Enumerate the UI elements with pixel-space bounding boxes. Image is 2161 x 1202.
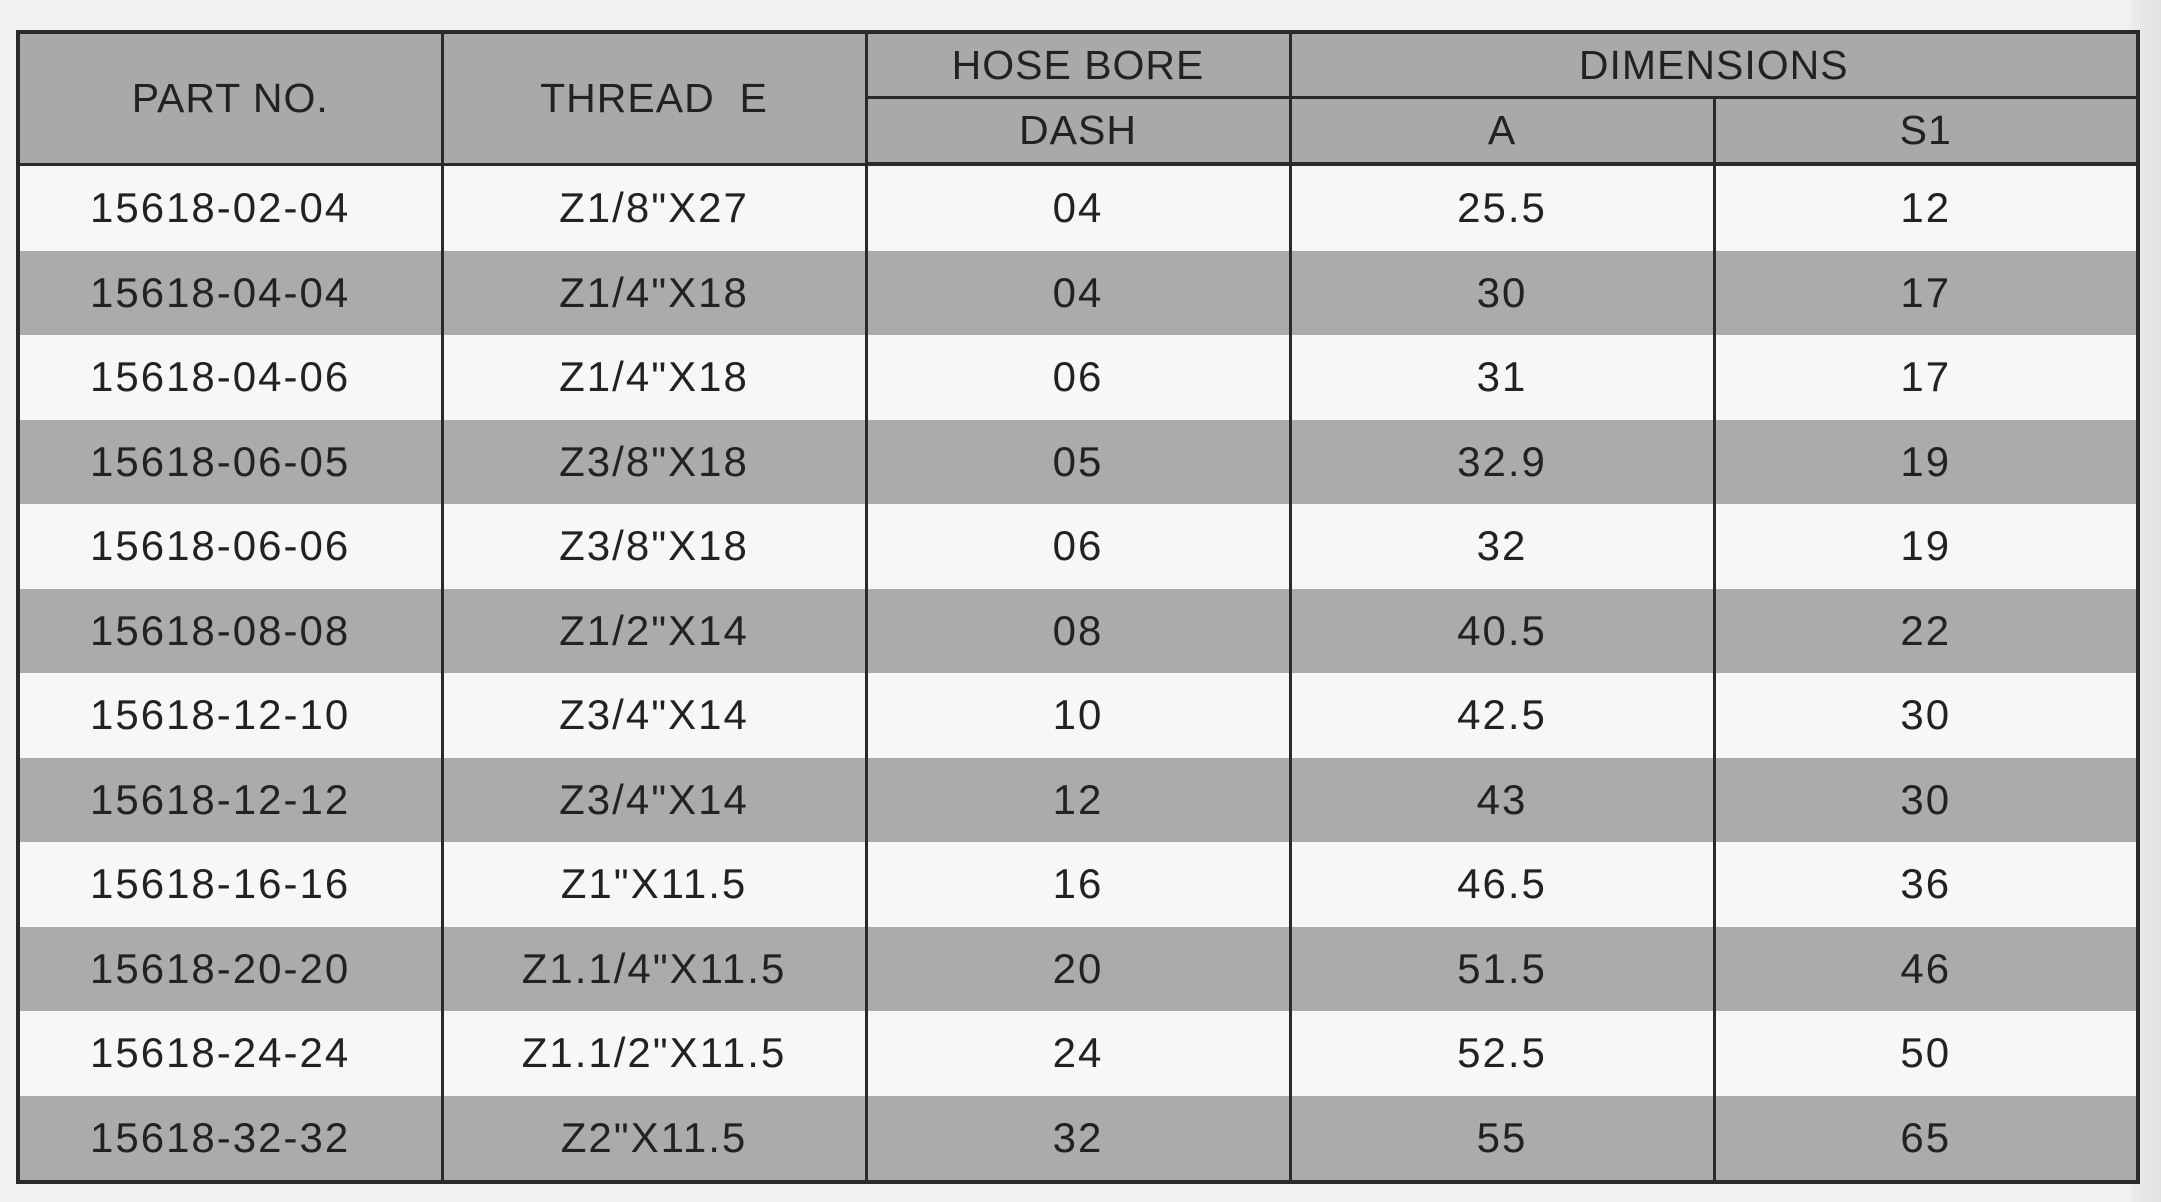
cell-dimension-a: 51.5	[1290, 927, 1714, 1012]
cell-dash: 06	[866, 504, 1290, 589]
cell-dimension-s1: 19	[1714, 420, 2138, 505]
table-row	[18, 335, 2138, 420]
cell-thread: Z1/4"X18	[442, 251, 866, 336]
cell-dash: 05	[866, 420, 1290, 505]
header-hose-bore: HOSE BORE	[866, 32, 1290, 98]
header-dimensions: DIMENSIONS	[1290, 32, 2138, 98]
cell-dimension-s1: 30	[1714, 758, 2138, 843]
cell-part-no: 15618-24-24	[18, 1011, 442, 1096]
cell-thread: Z1"X11.5	[442, 842, 866, 927]
cell-dash: 08	[866, 589, 1290, 674]
table-row	[18, 504, 2138, 589]
cell-dash: 06	[866, 335, 1290, 420]
table-row	[18, 842, 2138, 927]
cell-dimension-a: 46.5	[1290, 842, 1714, 927]
cell-dimension-s1: 30	[1714, 673, 2138, 758]
cell-dimension-s1: 17	[1714, 335, 2138, 420]
cell-dimension-s1: 19	[1714, 504, 2138, 589]
table-header	[18, 32, 2138, 164]
cell-thread: Z3/8"X18	[442, 504, 866, 589]
cell-dash: 24	[866, 1011, 1290, 1096]
cell-dimension-a: 52.5	[1290, 1011, 1714, 1096]
cell-dimension-s1: 36	[1714, 842, 2138, 927]
header-s1: S1	[1714, 98, 2138, 165]
cell-dimension-a: 32.9	[1290, 420, 1714, 505]
header-part-no: PART NO.	[18, 32, 442, 164]
cell-thread: Z1.1/2"X11.5	[442, 1011, 866, 1096]
cell-thread: Z1.1/4"X11.5	[442, 927, 866, 1012]
table-row	[18, 1011, 2138, 1096]
cell-dash: 04	[866, 251, 1290, 336]
cell-dash: 32	[866, 1096, 1290, 1183]
cell-part-no: 15618-12-12	[18, 758, 442, 843]
cell-thread: Z1/8"X27	[442, 164, 866, 251]
cell-dimension-a: 31	[1290, 335, 1714, 420]
cell-thread: Z1/4"X18	[442, 335, 866, 420]
cell-dimension-s1: 50	[1714, 1011, 2138, 1096]
cell-dash: 10	[866, 673, 1290, 758]
cell-part-no: 15618-32-32	[18, 1096, 442, 1183]
cell-thread: Z3/4"X14	[442, 758, 866, 843]
header-thread: THREAD E	[442, 32, 866, 164]
table-row	[18, 758, 2138, 843]
cell-dimension-a: 55	[1290, 1096, 1714, 1183]
table-row	[18, 164, 2138, 251]
cell-thread: Z3/4"X14	[442, 673, 866, 758]
cell-thread: Z3/8"X18	[442, 420, 866, 505]
cell-part-no: 15618-02-04	[18, 164, 442, 251]
cell-thread: Z1/2"X14	[442, 589, 866, 674]
cell-dimension-s1: 46	[1714, 927, 2138, 1012]
cell-dimension-a: 30	[1290, 251, 1714, 336]
cell-part-no: 15618-06-06	[18, 504, 442, 589]
cell-part-no: 15618-04-04	[18, 251, 442, 336]
table-row	[18, 673, 2138, 758]
cell-part-no: 15618-04-06	[18, 335, 442, 420]
cell-thread: Z2"X11.5	[442, 1096, 866, 1183]
cell-part-no: 15618-06-05	[18, 420, 442, 505]
cell-dimension-a: 25.5	[1290, 164, 1714, 251]
part-spec-table	[16, 30, 2140, 1184]
table-body	[18, 164, 2138, 1182]
cell-dash: 12	[866, 758, 1290, 843]
cell-dash: 16	[866, 842, 1290, 927]
cell-dimension-s1: 12	[1714, 164, 2138, 251]
header-a: A	[1290, 98, 1714, 165]
table-row	[18, 589, 2138, 674]
cell-dash: 20	[866, 927, 1290, 1012]
cell-dimension-s1: 22	[1714, 589, 2138, 674]
cell-dash: 04	[866, 164, 1290, 251]
cell-dimension-a: 43	[1290, 758, 1714, 843]
header-dash: DASH	[866, 98, 1290, 165]
cell-dimension-a: 40.5	[1290, 589, 1714, 674]
cell-dimension-a: 32	[1290, 504, 1714, 589]
table-row	[18, 251, 2138, 336]
table-row	[18, 420, 2138, 505]
cell-part-no: 15618-12-10	[18, 673, 442, 758]
table-row	[18, 927, 2138, 1012]
cell-part-no: 15618-08-08	[18, 589, 442, 674]
cell-dimension-s1: 17	[1714, 251, 2138, 336]
table-row	[18, 1096, 2138, 1183]
cell-part-no: 15618-16-16	[18, 842, 442, 927]
cell-part-no: 15618-20-20	[18, 927, 442, 1012]
cell-dimension-a: 42.5	[1290, 673, 1714, 758]
cell-dimension-s1: 65	[1714, 1096, 2138, 1183]
